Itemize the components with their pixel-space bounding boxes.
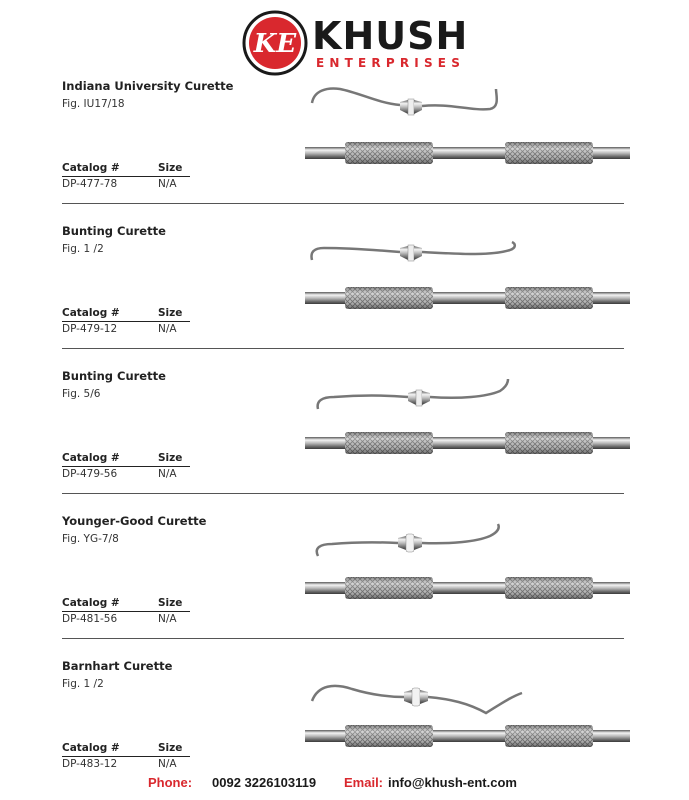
size-header: Size <box>158 597 183 609</box>
email-label: Email: <box>344 775 384 790</box>
product-card <box>0 67 689 212</box>
contact-footer <box>0 775 689 791</box>
catalog-header: Catalog # <box>62 597 120 609</box>
size-header: Size <box>158 742 183 754</box>
size-value: N/A <box>158 758 177 770</box>
product-title: Indiana University Curette <box>62 79 234 93</box>
instrument-handle-icon <box>305 284 630 312</box>
column-rule <box>62 756 190 757</box>
monogram-text: KE <box>253 29 297 59</box>
catalog-number: DP-481-56 <box>62 613 118 625</box>
size-header: Size <box>158 162 183 174</box>
product-figure: Fig. IU17/18 <box>62 98 125 110</box>
instrument-tips-icon <box>300 371 630 415</box>
catalog-header: Catalog # <box>62 452 120 464</box>
catalog-number: DP-479-56 <box>62 468 118 480</box>
instrument-handle-icon <box>305 574 630 602</box>
column-rule <box>62 321 190 322</box>
brand-subtitle: ENTERPRISES <box>316 56 466 70</box>
size-header: Size <box>158 307 183 319</box>
product-figure: Fig. 5/6 <box>62 388 101 400</box>
column-rule <box>62 176 190 177</box>
catalog-number: DP-477-78 <box>62 178 118 190</box>
product-card <box>0 647 689 792</box>
size-value: N/A <box>158 613 177 625</box>
instrument-handle-icon <box>305 139 630 167</box>
email-address[interactable]: info@khush-ent.com <box>388 775 517 790</box>
catalog-number: DP-479-12 <box>62 323 118 335</box>
catalog-header: Catalog # <box>62 742 120 754</box>
size-value: N/A <box>158 468 177 480</box>
section-divider <box>62 203 624 204</box>
section-divider <box>62 348 624 349</box>
column-rule <box>62 611 190 612</box>
instrument-tips-icon <box>300 81 630 125</box>
section-divider <box>62 493 624 494</box>
catalog-header: Catalog # <box>62 307 120 319</box>
instrument-handle-icon <box>305 429 630 457</box>
product-card <box>0 502 689 647</box>
product-card <box>0 357 689 502</box>
instrument-handle-icon <box>305 722 630 750</box>
instrument-tips-icon <box>300 675 630 719</box>
phone-number[interactable]: 0092 3226103119 <box>212 775 317 790</box>
product-figure: Fig. 1 /2 <box>62 243 104 255</box>
size-value: N/A <box>158 178 177 190</box>
product-title: Younger-Good Curette <box>62 514 207 528</box>
product-title: Bunting Curette <box>62 369 166 383</box>
product-card <box>0 212 689 357</box>
product-title: Bunting Curette <box>62 224 166 238</box>
size-header: Size <box>158 452 183 464</box>
size-value: N/A <box>158 323 177 335</box>
phone-label: Phone: <box>148 775 193 790</box>
brand-name: KHUSH <box>312 14 469 58</box>
product-figure: Fig. 1 /2 <box>62 678 104 690</box>
catalog-header: Catalog # <box>62 162 120 174</box>
instrument-tips-icon <box>300 516 630 560</box>
section-divider <box>62 638 624 639</box>
product-figure: Fig. YG-7/8 <box>62 533 119 545</box>
column-rule <box>62 466 190 467</box>
product-title: Barnhart Curette <box>62 659 173 673</box>
instrument-tips-icon <box>300 226 630 270</box>
catalog-number: DP-483-12 <box>62 758 118 770</box>
